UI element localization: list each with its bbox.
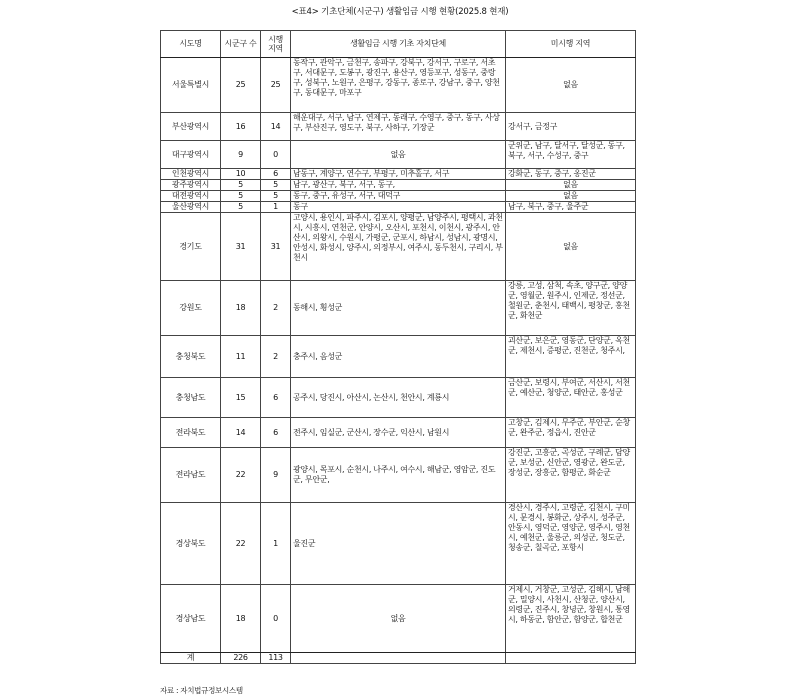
header-row xyxy=(161,31,636,58)
cell-region: 경상북도 xyxy=(161,503,221,585)
cell-not-implemented: 남구, 북구, 중구, 울주군 xyxy=(506,202,636,213)
table-row xyxy=(161,418,636,448)
cell-implemented: 6 xyxy=(261,418,291,448)
cell-implemented-list: 울진군 xyxy=(291,503,506,585)
cell-total: 10 xyxy=(221,169,261,180)
cell-total: 5 xyxy=(221,191,261,202)
cell-implemented-list: 해운대구, 서구, 남구, 연제구, 동래구, 수영구, 중구, 동구, 사상구, 부산진구, 영도구, 북구, 사하구, 기장군 xyxy=(291,113,506,141)
cell-total: 18 xyxy=(221,585,261,653)
cell-total: 14 xyxy=(221,418,261,448)
cell-not-implemented: 없음 xyxy=(506,191,636,202)
cell-region: 경기도 xyxy=(161,213,221,281)
cell-region: 울산광역시 xyxy=(161,202,221,213)
cell-implemented-list: 충주시, 음성군 xyxy=(291,336,506,378)
cell-implemented-list: 동작구, 관악구, 금천구, 송파구, 강북구, 강서구, 구로구, 서초구, 서대문구, 도봉구, 광진구, 용산구, 영등포구, 성동구, 중랑구, 성북구, 노원구, 은평구, 강동구, 종로구, 강남구, 중구, 양천구, 동대문구, 마포구 xyxy=(291,58,506,113)
cell-region: 경상남도 xyxy=(161,585,221,653)
cell-region: 충청북도 xyxy=(161,336,221,378)
table-title: <표4> 기초단체(시군구) 생활임금 시행 현황(2025.8 현재) xyxy=(291,7,509,17)
cell-not-implemented: 없음 xyxy=(506,213,636,281)
cell-implemented: 6 xyxy=(261,378,291,418)
cell-not-implemented: 강진군, 고흥군, 곡성군, 구례군, 담양군, 보성군, 신안군, 영광군, 완도군, 장성군, 장흥군, 함평군, 화순군 xyxy=(506,448,636,503)
cell-total: 31 xyxy=(221,213,261,281)
cell-implemented: 1 xyxy=(261,503,291,585)
header-implemented: 시행 지역 xyxy=(261,31,291,58)
header-not-implemented: 미시행 지역 xyxy=(506,31,636,58)
cell-not-implemented: 강화군, 동구, 중구, 옹진군 xyxy=(506,169,636,180)
cell-region: 대전광역시 xyxy=(161,191,221,202)
cell-implemented: 0 xyxy=(261,585,291,653)
cell-implemented: 25 xyxy=(261,58,291,113)
cell-region: 인천광역시 xyxy=(161,169,221,180)
cell-implemented-list: 없음 xyxy=(291,585,506,653)
table-row xyxy=(161,113,636,141)
header-region: 시도명 xyxy=(161,31,221,58)
cell-total: 22 xyxy=(221,503,261,585)
header-total: 시군구 수 xyxy=(221,31,261,58)
cell-implemented: 5 xyxy=(261,180,291,191)
living-wage-table xyxy=(160,30,636,664)
cell-not-implemented: 없음 xyxy=(506,180,636,191)
cell-implemented-list: 전주시, 임실군, 군산시, 장수군, 익산시, 남원시 xyxy=(291,418,506,448)
cell-implemented-list: 동구 xyxy=(291,202,506,213)
cell-not-implemented: 괴산군, 보은군, 영동군, 단양군, 옥천군, 제천시, 증평군, 진천군, 청주시, xyxy=(506,336,636,378)
cell-implemented-list: 남구, 광산구, 북구, 서구, 동구, xyxy=(291,180,506,191)
cell-implemented-list: 남동구, 계양구, 연수구, 부평구, 미추홀구, 서구 xyxy=(291,169,506,180)
cell-not-implemented: 금산군, 보령시, 부여군, 서산시, 서천군, 예산군, 청양군, 태안군, 홍성군 xyxy=(506,378,636,418)
table-row xyxy=(161,169,636,180)
table-row xyxy=(161,378,636,418)
cell-not-implemented: 없음 xyxy=(506,58,636,113)
cell-region: 부산광역시 xyxy=(161,113,221,141)
table-row xyxy=(161,141,636,169)
cell-total: 22 xyxy=(221,448,261,503)
table-row xyxy=(161,336,636,378)
total-implemented: 113 xyxy=(261,653,291,664)
cell-implemented-list: 동구, 중구, 유성구, 서구, 대덕구 xyxy=(291,191,506,202)
total-empty-cell xyxy=(291,653,506,664)
cell-total: 11 xyxy=(221,336,261,378)
table-row xyxy=(161,58,636,113)
cell-total: 25 xyxy=(221,58,261,113)
cell-region: 서울특별시 xyxy=(161,58,221,113)
cell-not-implemented: 경산시, 경주시, 고령군, 김천시, 구미시, 문경시, 봉화군, 상주시, 성주군, 안동시, 영덕군, 영양군, 영주시, 영천시, 예천군, 울릉군, 의성군, 청도군, 청송군, 칠곡군, 포항시 xyxy=(506,503,636,585)
cell-total: 18 xyxy=(221,281,261,336)
cell-implemented-list: 동해시, 횡성군 xyxy=(291,281,506,336)
table-row xyxy=(161,281,636,336)
cell-implemented: 2 xyxy=(261,336,291,378)
table-row xyxy=(161,503,636,585)
table-row xyxy=(161,448,636,503)
total-count: 226 xyxy=(221,653,261,664)
cell-implemented-list: 고양시, 용인시, 파주시, 김포시, 양평군, 남양주시, 평택시, 과천시, 시흥시, 연천군, 안양시, 오산시, 포천시, 이천시, 광주시, 안산시, 의왕시, 수원시, 가평군, 군포시, 하남시, 성남시, 광명시, 안성시, 화성시, 양주시, 의정부시, 여주시, 동두천시, 구리시, 부천시 xyxy=(291,213,506,281)
table-row xyxy=(161,585,636,653)
cell-total: 9 xyxy=(221,141,261,169)
table-row xyxy=(161,191,636,202)
cell-region: 강원도 xyxy=(161,281,221,336)
cell-total: 16 xyxy=(221,113,261,141)
cell-implemented: 0 xyxy=(261,141,291,169)
cell-region: 충청남도 xyxy=(161,378,221,418)
cell-implemented: 5 xyxy=(261,191,291,202)
table-row xyxy=(161,180,636,191)
header-implemented-list: 생활임금 시행 기초 자치단체 xyxy=(291,31,506,58)
cell-not-implemented: 고창군, 김제시, 무주군, 부안군, 순창군, 완주군, 정읍시, 진안군 xyxy=(506,418,636,448)
cell-implemented-list: 공주시, 당진시, 아산시, 논산시, 천안시, 계룡시 xyxy=(291,378,506,418)
cell-region: 대구광역시 xyxy=(161,141,221,169)
cell-not-implemented: 강서구, 금정구 xyxy=(506,113,636,141)
source-note: 자료 : 자치법규정보시스템 xyxy=(160,686,243,695)
table-row xyxy=(161,213,636,281)
cell-not-implemented: 군위군, 남구, 달서구, 달성군, 동구, 북구, 서구, 수성구, 중구 xyxy=(506,141,636,169)
total-empty-cell xyxy=(506,653,636,664)
table-row xyxy=(161,202,636,213)
cell-implemented: 2 xyxy=(261,281,291,336)
total-label: 계 xyxy=(161,653,221,664)
cell-total: 5 xyxy=(221,202,261,213)
cell-total: 5 xyxy=(221,180,261,191)
cell-not-implemented: 강릉, 고성, 삼척, 속초, 양구군, 양양군, 영월군, 원주시, 인제군, 정선군, 철원군, 춘천시, 태백시, 평창군, 홍천군, 화천군 xyxy=(506,281,636,336)
cell-total: 15 xyxy=(221,378,261,418)
cell-region: 전라북도 xyxy=(161,418,221,448)
total-row xyxy=(161,653,636,664)
cell-region: 광주광역시 xyxy=(161,180,221,191)
cell-not-implemented: 거제시, 거창군, 고성군, 김해시, 남해군, 밀양시, 사천시, 산청군, 양산시, 의령군, 진주시, 창녕군, 창원시, 통영시, 하동군, 함안군, 함양군, 합천군 xyxy=(506,585,636,653)
cell-implemented: 1 xyxy=(261,202,291,213)
cell-implemented-list: 광양시, 목포시, 순천시, 나주시, 여수시, 해남군, 영암군, 진도군, 무안군, xyxy=(291,448,506,503)
cell-implemented: 9 xyxy=(261,448,291,503)
cell-implemented-list: 없음 xyxy=(291,141,506,169)
cell-implemented: 6 xyxy=(261,169,291,180)
cell-implemented: 31 xyxy=(261,213,291,281)
cell-implemented: 14 xyxy=(261,113,291,141)
cell-region: 전라남도 xyxy=(161,448,221,503)
